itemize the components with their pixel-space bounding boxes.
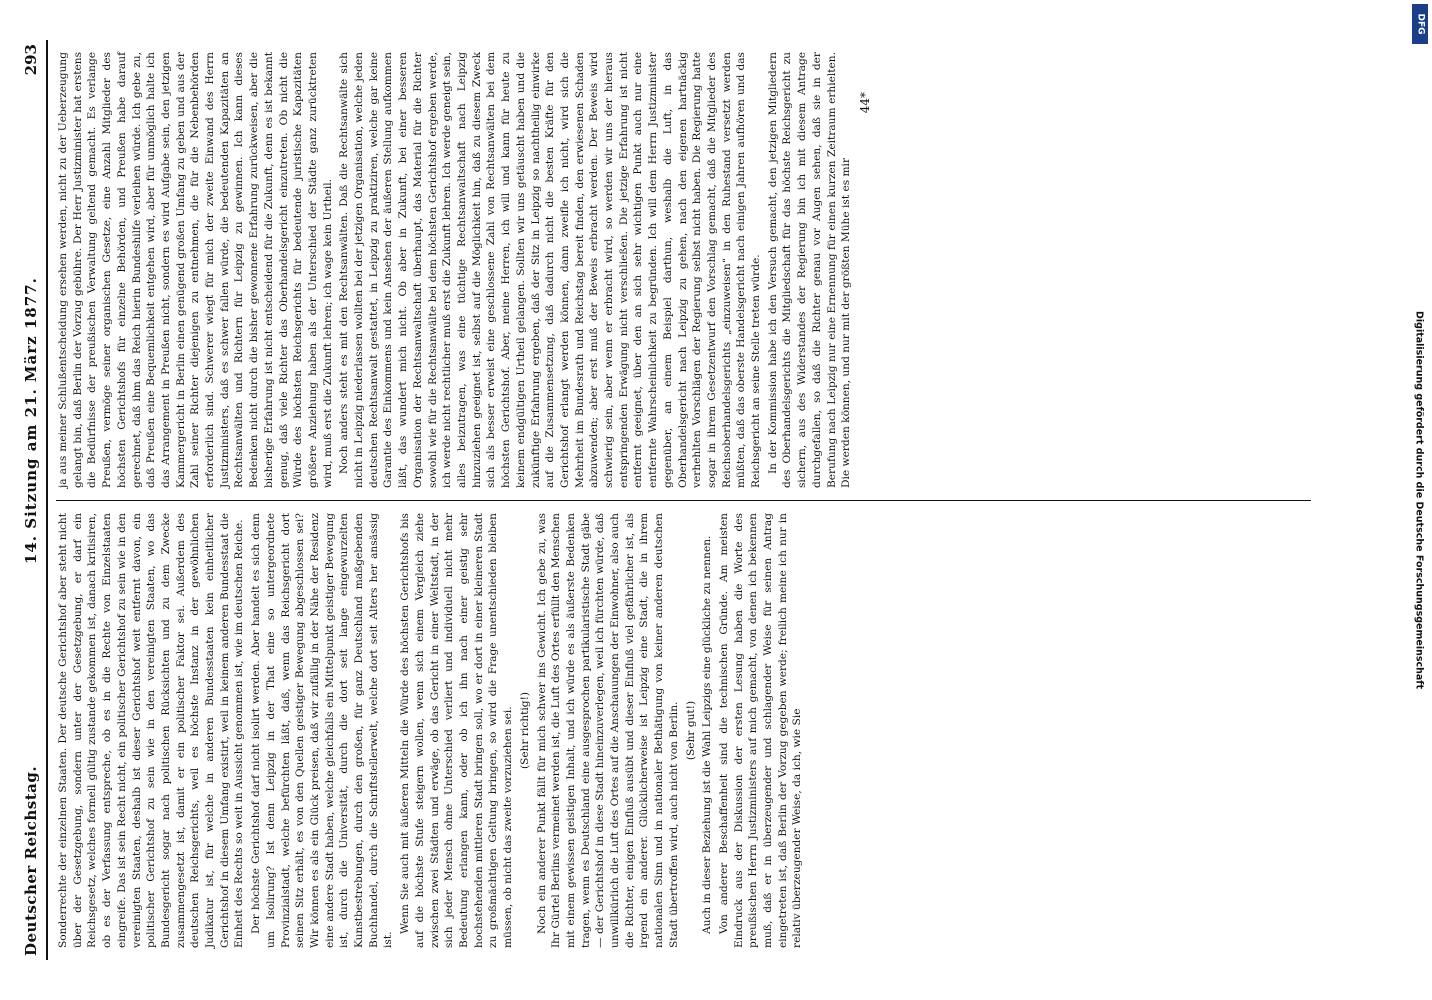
paragraph: Der höchste Gerichtshof darf nicht isolirt werden. Aber handelt es sich denn um Isolirung? Ist denn Leipzig in der That eine so untergeordnete Provinzialstadt, welche befürchten läßt, daß, wenn das Reichsgericht dort seinen Sitz erhält, es von den Quellen geistiger Bewegung abgeschlossen sei? Wir können es als ein Glück preisen, daß wir zufällig in der Nähe der Residenz eine andere Stadt haben, welche gleichfalls ein Mittelpunkt geistiger Bewegung ist, durch die Universität, durch die dort seit lange eingewurzelten Kunstbestrebungen, durch den großen, für ganz Deutschland maßgebenden Buchhandel, durch die Schriftstellerwelt, welche dort seit Alters her ansässig ist. <box>250 513 395 948</box>
left-column <box>56 500 1311 960</box>
dfg-logo-label: DFG <box>1415 13 1426 35</box>
right-column <box>56 40 1311 500</box>
paragraph: Sonderrechte der einzelnen Staaten. Der deutsche Gerichtshof aber steht nicht über der Gesetzgebung, sondern unter der Gesetzgebung, er darf ein Reichsgesetz, welches formell gültig zustande gekommen ist, danach kritisiren, ob es der Verfassung entspreche, ob es in die Rechte von Einzelstaaten eingreife. Das ist sein Recht nicht, ein politischer Gerichtshof zu sein wie in den vereinigten Staaten, deshalb ist dieser Gerichtshof weit entfernt davon, ein politischer Gerichtshof zu sein wie in den vereinigten Staaten, wo das Bundesgericht sogar nach politischen Rücksichten und zu dem Zwecke zusammengesetzt ist, damit er ein politischer Faktor sei. Außerdem des deutschen Reichsgerichts, weil es höchste Instanz in der gewöhnlichen Judikatur ist, für welche in anderen Bundesstaaten kein einheitlicher Gerichtshof in diesem Umfang existirt, weil in keinem anderen Bundesstaat die Einheit des Rechts so weit in Aussicht genommen ist, wie im deutschen Reiche. <box>57 513 246 948</box>
text-columns <box>56 40 1311 960</box>
paragraph: Noch anders steht es mit den Rechtsanwälten. Daß die Rechtsanwälte sich nicht in Leipzig niederlassen wollten bei der jetzigen Organisation, welche jeden deutschen Rechtsanwalt gestattet, in Leipzig zu praktiziren, welche gar keine Garantie des Einkommens und kein Ansehen der äußeren Stellung aufkommen läßt, das wundert mich nicht. Ob aber in Zukunft, bei einer besseren Organisation der Rechtsanwaltschaft überhaupt, das Material für die Richter sowohl wie für die Rechtsanwälte bei dem höchsten Gerichtshof ergeben werde, ich werde nicht rechtlicher muß erst die Zukunft lehren. Ich werde geneigt sein, alles beizutragen, was eine tüchtige Rechtsanwaltschaft nach Leipzig hinzuziehen geeignet ist, selbst auf die Möglichkeit hin, daß zu diesem Zweck sich als besser erweist eine geschlossene Zahl von Rechtsanwälten bei dem höchsten Gerichtshof. Aber, meine Herren, ich will und kann für heute zu keinem endgültigen Urtheil gelangen. Sollten wir uns getäuscht haben und die zukünftige Erfahrung ergeben, daß der Sitz in Leipzig so nachtheilig einwirke auf die Zusammensetzung, daß dadurch nicht die besten Kräfte für den Gerichtshof erlangt werden können, dann zweifle ich nicht, wird sich die Mehrheit im Bundesrath und Reichstag bereit finden, den erwiesenen Schaden abzuwenden; aber erst muß der Beweis erbracht werden. Der Beweis wird schwierig sein, aber wenn er erbracht wird, so werden wir uns der hieraus entspringenden Erwägung nicht verschließen. Die jetzige Erfahrung ist nicht entfernt geeignet, über den an sich sehr wichtigen Punkt auch nur eine entfernte Wahrscheinlichkeit zu begründen. Ich will dem Herrn Justizminister gegenüber, an einem Beispiel darthun, weshalb die Luft, in das Oberhandelsgericht nach Leipzig zu gehen, nach den eigenen hartnäckig verhehlten Vorschlägen der Regierung selbst nicht haben. Die Regierung hatte sogar in ihrem Gesetzentwurf den Vorschlag gemacht, daß die Mitglieder des Reichsoberhandelsgerichts „einzuweisen“ in den Ruhestand versetzt werden müßten, daß das oberste Handelsgericht nach einigen Jahren aufhören und das Reichsgericht an seine Stelle treten würde. <box>338 52 763 488</box>
paragraph: In der Kommission habe ich den Versuch gemacht, den jetzigen Mitgliedern des Oberhandelsgerichts die Mitgliedschaft für das höchste Reichsgericht zu sichern, aus des Widerstandes der Regierung bin ich mit diesem Antrage durchgefallen, so daß die Richter genau vor Augen sehen, daß sie in der Berufung nach Leipzig nur eine Ernennung für einen kurzen Zeitraum erhielten. Die werden können, und nur mit der größten Mühe ist es mir <box>766 52 853 488</box>
page-header <box>22 40 48 960</box>
paragraph: Wenn Sie auch mit äußeren Mitteln die Würde des höchsten Gerichtshofs bis auf die höchste Stufe steigern wollen, wenn sich einem Vergleich ziehe zwischen zwei Städten und erwäge, ob das Gericht in einer Weltstadt, in der sich jeder Mensch ohne Unterschied verliert und individuell nicht mehr Bedeutung erlangen kann, oder ob ich ihn nach einer geistig sehr hochstehenden mittleren Stadt bringen soll, wo er dort in einer kleineren Stadt zu großmächtigen Geltung bringen, so wird die Frage unentschieden bleiben müssen, ob nicht das zweite vorzuziehen sei. <box>399 513 515 948</box>
folio-mark: 44* <box>857 92 872 114</box>
session-date: 14. Sitzung am 21. März 1877. <box>22 277 40 565</box>
paragraph: Auch in dieser Beziehung ist die Wahl Leipzigs eine glückliche zu nennen. <box>701 535 714 934</box>
dfg-logo-icon <box>1412 4 1428 44</box>
dfg-credit-text: Digitalisierung gefördert durch die Deutsche Forschungsgemeinschaft <box>1413 311 1425 689</box>
interjection: (Sehr richtig!) <box>518 692 531 769</box>
page-number: 293 <box>22 44 40 76</box>
dfg-watermark <box>1410 4 1428 996</box>
paragraph: Noch ein anderer Punkt fällt für mich schwer ins Gewicht. Ich gebe zu, was Ihr Gürtel Berlins vermeinet werden ist, die Luft des Ortes erfüllt den Menschen mit einem gewissen geistigen Inhalt, und ich würde es als äußerste Bedenken tragen, wenn es Deutschland eine ausgesprochen partikularistische Stadt gäbe — der Gerichtshof in diese Stadt hineinzuverlegen, weil ich fürchten würde, daß unwillkürlich die Luft des Ortes auf die Anschauungen der Einwohner, also auch die Richter, einigen Einfluß ausübt und dieser Einfluß viel gefährlicher ist, als irgend ein anderer. Glücklicherweise ist Leipzig eine Stadt, die in ihrem nationalen Sinn und in nationaler Bethätigung von keiner anderen deutschen Stadt übertroffen wird, auch nicht von Berlin. <box>535 513 680 948</box>
paragraph: ja aus meiner Schlußentscheidung ersehen werden, nicht zu der Ueberzeugung gelangt bin, daß Berlin der Vorzug gebühre. Der Herr Justizminister hat erstens die Bedürfnisse der preußischen Verwaltung geltend gemacht. Es verlange Preußen, vermöge seiner organischen Gesetze, eine Anzahl Mitglieder des höchsten Gerichtshofs für einzelne Behörden, und Preußen habe darauf gerechnet, daß ihm das Reich hierin Bundeshilfe verleihen würde. Ich gebe zu, daß Preußen eine Bequemlichkeit entgehen wird, aber für unmöglich halte ich das Arrangement in Preußen nicht, sondern es wird Aufgabe sein, den jetzigen Kammergericht in Berlin einen genügend großen Umfang zu geben und aus der Zahl seiner Richter diejenigen zu entnehmen, die für die Nebenbehörden erforderlich sind. Schwerer wiegt für mich der zweite Einwand des Herrn Justizministers, daß es schwer fallen würde, die bedeutenden Kapazitäten an Rechtsanwälten und Richtern für Leipzig zu gewinnen. Ich kann dieses Bedenken nicht durch die bisher gewonnene Erfahrung zurückweisen, aber die bisherige Erfahrung ist nicht entscheidend für die Zukunft, denn es ist bekannt genug, daß viele Richter das Oberhandelsgericht einzutreten. Ob nicht die Würde des höchsten Reichsgerichts für bedeutende juristische Kapazitäten größere Anziehung haben als der Unterschied der Städte ganz zurücktreten wird, muß erst die Zukunft lehren; ich wage kein Urtheil. <box>57 52 334 488</box>
paragraph: Von anderer Beschaffenheit sind die technischen Gründe. Am meisten Eindruck aus der Diskussion der ersten Lesung haben die Worte des preußischen Herrn Justizministers auf mich gemacht, von denen ich bekennen muß, daß er in überzeugender und schlagender Weise für seinen Antrag eingetreten ist, daß Berlin der Vorzug gegeben werde; freilich meine ich nur in relativ überzeugender Weise, da ich, wie Sie <box>717 513 804 948</box>
interjection: (Sehr gut!) <box>684 700 697 761</box>
running-title: Deutscher Reichstag. <box>22 765 40 956</box>
